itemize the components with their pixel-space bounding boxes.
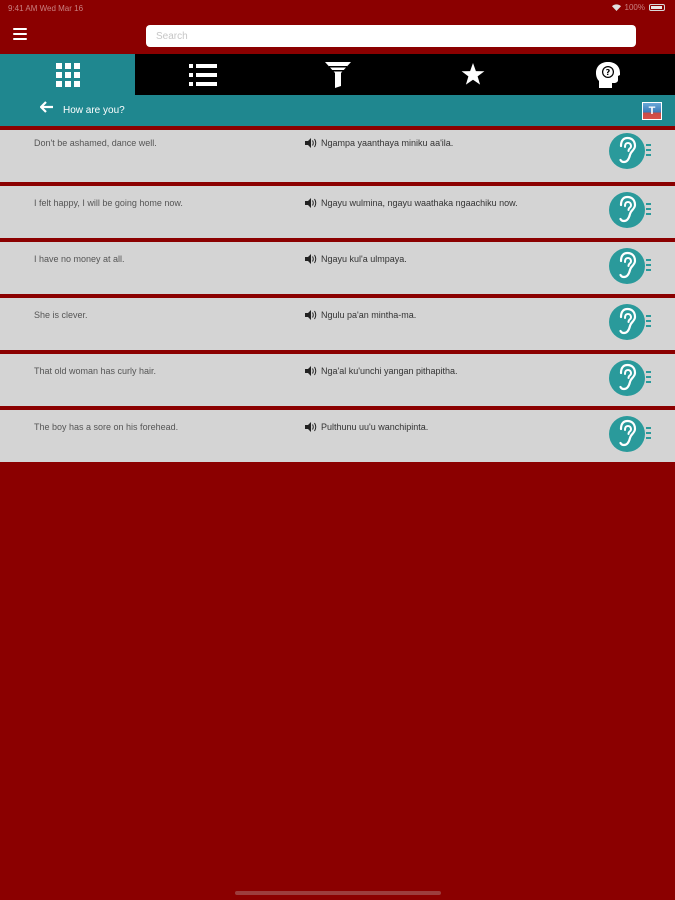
speaker-icon — [305, 198, 317, 208]
tab-filter[interactable] — [270, 54, 405, 95]
ear-icon — [609, 133, 645, 169]
ear-icon — [609, 304, 645, 340]
status-date: Wed Mar 16 — [39, 4, 84, 13]
tab-quiz[interactable] — [540, 54, 675, 95]
search-input[interactable] — [146, 25, 636, 47]
app-logo: T — [642, 102, 662, 120]
svg-text:?: ? — [605, 67, 610, 77]
tab-bar — [0, 54, 675, 95]
ear-icon — [609, 360, 645, 396]
phrase-native-text: Ngulu pa'an mintha-ma. — [321, 310, 417, 320]
phrase-native-text: Nga'al ku'unchi yangan pithapitha. — [321, 366, 458, 376]
tab-grid[interactable] — [0, 54, 135, 95]
home-indicator[interactable] — [235, 891, 441, 895]
status-time-date — [8, 4, 83, 13]
phrase-english: Don't be ashamed, dance well. — [34, 138, 157, 148]
speaker-icon — [305, 422, 317, 432]
list-item[interactable] — [0, 238, 675, 294]
phrase-native-text: Ngampa yaanthaya miniku aa'ila. — [321, 138, 454, 148]
speaker-icon — [305, 138, 317, 148]
phrase-english: The boy has a sore on his forehead. — [34, 422, 179, 432]
list-item[interactable] — [0, 130, 675, 182]
sound-waves — [646, 371, 654, 387]
sound-waves — [646, 315, 654, 331]
status-indicators — [612, 3, 665, 12]
list-icon — [189, 64, 217, 86]
speaker-icon — [305, 366, 317, 376]
play-audio-button[interactable] — [609, 416, 645, 452]
filter-icon — [325, 62, 351, 88]
tab-favorites[interactable] — [405, 54, 540, 95]
ear-icon — [609, 192, 645, 228]
play-audio-button[interactable] — [609, 248, 645, 284]
phrase-native — [305, 422, 428, 432]
grid-icon — [56, 63, 80, 87]
sound-waves — [646, 427, 654, 443]
phrase-native — [305, 254, 407, 264]
page-title: How are you? — [63, 105, 125, 116]
play-audio-button[interactable] — [609, 304, 645, 340]
phrase-english: She is clever. — [34, 310, 88, 320]
list-item[interactable] — [0, 182, 675, 238]
phrase-list — [0, 130, 675, 462]
top-bar — [0, 18, 675, 54]
sound-waves — [646, 203, 654, 219]
battery-percent: 100% — [624, 3, 645, 12]
arrow-left-icon — [40, 101, 54, 115]
phrase-english: I have no money at all. — [34, 254, 125, 264]
phrase-native — [305, 366, 458, 376]
list-item[interactable] — [0, 350, 675, 406]
phrase-native — [305, 198, 518, 208]
phrase-native-text: Ngayu kul'a ulmpaya. — [321, 254, 407, 264]
play-audio-button[interactable] — [609, 133, 645, 169]
speaker-icon — [305, 254, 317, 264]
back-button[interactable] — [40, 101, 54, 115]
head-question-icon — [596, 62, 620, 88]
speaker-icon — [305, 310, 317, 320]
play-audio-button[interactable] — [609, 192, 645, 228]
list-item[interactable] — [0, 406, 675, 462]
list-item[interactable] — [0, 294, 675, 350]
status-bar — [0, 0, 675, 18]
phrase-english: I felt happy, I will be going home now. — [34, 198, 183, 208]
phrase-native-text: Ngayu wulmina, ngayu waathaka ngaachiku now. — [321, 198, 518, 208]
play-audio-button[interactable] — [609, 360, 645, 396]
phrase-native — [305, 138, 453, 148]
sound-waves — [646, 259, 654, 275]
phrase-native-text: Pulthunu uu'u wanchipinta. — [321, 422, 429, 432]
phrase-english: That old woman has curly hair. — [34, 366, 157, 376]
star-icon — [461, 63, 485, 86]
ear-icon — [609, 248, 645, 284]
menu-button[interactable] — [13, 28, 27, 40]
sound-waves — [646, 144, 654, 160]
phrase-native — [305, 310, 416, 320]
status-time: 9:41 AM — [8, 4, 38, 13]
sub-header — [0, 95, 675, 126]
battery-icon — [649, 4, 665, 11]
wifi-icon — [612, 4, 621, 11]
ear-icon — [609, 416, 645, 452]
tab-list[interactable] — [135, 54, 270, 95]
